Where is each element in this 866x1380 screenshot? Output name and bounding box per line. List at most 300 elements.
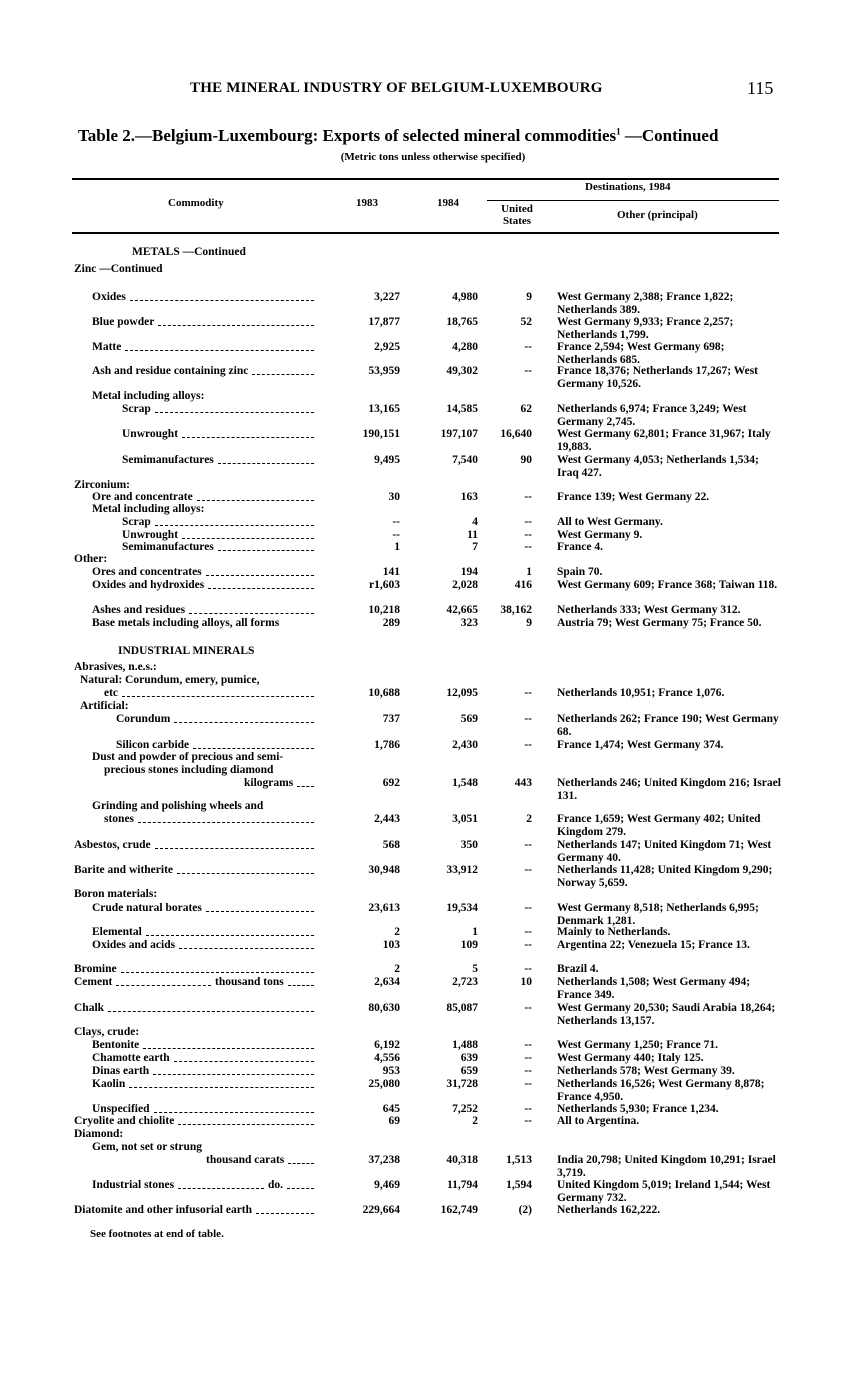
running-head-title: THE MINERAL INDUSTRY OF BELGIUM-LUXEMBOURG xyxy=(190,80,603,96)
value-united-states: 38,162 xyxy=(500,604,532,616)
destinations-other: Netherlands 1,508; West Germany 494; France 349. xyxy=(557,976,751,1001)
table-row xyxy=(0,246,866,260)
value-1983: 2,443 xyxy=(374,813,400,825)
value-united-states: -- xyxy=(524,1078,532,1090)
dot-leader xyxy=(189,613,314,614)
value-united-states: (2) xyxy=(518,1204,532,1216)
row-label: Crude natural borates xyxy=(92,902,202,914)
dot-leader xyxy=(154,1112,314,1113)
footnote-marker: 1 xyxy=(616,126,621,137)
dot-leader xyxy=(125,350,314,351)
destinations-other: All to West Germany. xyxy=(557,516,663,528)
destinations-other: Netherlands 262; France 190; West Germany 68. xyxy=(557,713,779,738)
row-label: Diamond: xyxy=(74,1128,124,1140)
value-united-states: -- xyxy=(524,939,532,951)
destinations-other: West Germany 9,933; France 2,257; Netherlands 1,799. xyxy=(557,316,734,341)
table-row xyxy=(0,800,866,814)
dot-leader xyxy=(218,550,314,551)
value-united-states: -- xyxy=(524,864,532,876)
table-row xyxy=(0,553,866,567)
dot-leader xyxy=(288,985,314,986)
row-label: stones xyxy=(104,813,135,825)
value-united-states: 9 xyxy=(526,291,532,303)
value-1983: 17,877 xyxy=(368,316,400,328)
destinations-other: Netherlands 246; United Kingdom 216; Israel 131. xyxy=(557,777,781,802)
table-row xyxy=(0,864,866,889)
table-row xyxy=(0,939,866,953)
value-1983: 80,630 xyxy=(368,1002,400,1014)
value-1983: 289 xyxy=(382,617,400,629)
destinations-other: United Kingdom 5,019; Ireland 1,544; West Germany 732. xyxy=(557,1179,771,1204)
row-label: INDUSTRIAL MINERALS xyxy=(118,645,255,657)
value-1984: 1 xyxy=(472,926,478,938)
table-row xyxy=(0,674,866,688)
value-united-states: 1,594 xyxy=(506,1179,532,1191)
value-united-states: -- xyxy=(524,839,532,851)
value-1983: 737 xyxy=(382,713,400,725)
destinations-other: Austria 79; West Germany 75; France 50. xyxy=(557,617,762,629)
value-1983: 13,165 xyxy=(368,403,400,415)
table-row xyxy=(0,1065,866,1079)
value-united-states: -- xyxy=(524,541,532,553)
destinations-other: Netherlands 162,222. xyxy=(557,1204,661,1216)
table-row xyxy=(0,1204,866,1218)
value-united-states: 16,640 xyxy=(500,428,532,440)
table-row xyxy=(0,1002,866,1027)
value-1984: 639 xyxy=(460,1052,478,1064)
table-row xyxy=(0,1052,866,1066)
destinations-other: All to Argentina. xyxy=(557,1115,640,1127)
value-1984: 4,280 xyxy=(452,341,478,353)
destinations-other: West Germany 9. xyxy=(557,529,643,541)
value-1983: 2 xyxy=(394,963,400,975)
value-1984: 162,749 xyxy=(440,1204,478,1216)
table-row xyxy=(0,963,866,977)
value-1984: 85,087 xyxy=(446,1002,478,1014)
value-1984: 2 xyxy=(472,1115,478,1127)
table-row xyxy=(0,428,866,453)
value-1984: 49,302 xyxy=(446,365,478,377)
value-1983: 4,556 xyxy=(374,1052,400,1064)
destinations-other: West Germany 1,250; France 71. xyxy=(557,1039,718,1051)
row-label: Asbestos, crude xyxy=(74,839,151,851)
row-label: Scrap xyxy=(122,516,151,528)
dot-leader xyxy=(143,1048,314,1049)
destinations-other: Netherlands 11,428; United Kingdom 9,290; Norway 5,659. xyxy=(557,864,773,889)
value-united-states: -- xyxy=(524,1065,532,1077)
row-label: Scrap xyxy=(122,403,151,415)
row-label: Corundum xyxy=(116,713,171,725)
value-1984: 1,488 xyxy=(452,1039,478,1051)
table-row xyxy=(0,777,866,802)
table-row xyxy=(0,888,866,902)
row-label: Ash and residue containing zinc xyxy=(92,365,249,377)
col-header-destinations: Destinations, 1984 xyxy=(585,181,671,193)
destinations-other: Netherlands 147; United Kingdom 71; West Germany 40. xyxy=(557,839,772,864)
row-label: METALS —Continued xyxy=(132,246,246,258)
value-united-states: 10 xyxy=(520,976,532,988)
dot-leader xyxy=(179,948,314,949)
row-label: Dust and powder of precious and semi- xyxy=(92,751,284,763)
value-1984: 197,107 xyxy=(440,428,478,440)
row-label: Zirconium: xyxy=(74,479,131,491)
table-title-text: Table 2.—Belgium-Luxembourg: Exports of selected mineral commodities xyxy=(78,126,617,145)
dot-leader xyxy=(158,325,314,326)
destinations-other: Netherlands 5,930; France 1,234. xyxy=(557,1103,719,1115)
dot-leader xyxy=(130,300,314,301)
destinations-other: Netherlands 6,974; France 3,249; West Germany 2,745. xyxy=(557,403,747,428)
dot-leader xyxy=(116,985,211,986)
table-row xyxy=(0,604,866,618)
dot-leader xyxy=(206,575,314,576)
table-row xyxy=(0,365,866,390)
value-1983: 9,495 xyxy=(374,454,400,466)
destinations-other: Spain 70. xyxy=(557,566,603,578)
row-label: Artificial: xyxy=(80,700,129,712)
row-label: Abrasives, n.e.s.: xyxy=(74,661,157,673)
dot-leader xyxy=(206,911,314,912)
destinations-other: France 4. xyxy=(557,541,603,553)
col-header-1984: 1984 xyxy=(437,197,459,209)
table-row xyxy=(0,316,866,341)
col-header-united-states: United States xyxy=(501,203,533,227)
destinations-other: West Germany 8,518; Netherlands 6,995; Denmark 1,281. xyxy=(557,902,759,927)
table-row xyxy=(0,687,866,701)
dot-leader xyxy=(146,935,314,936)
value-1983: 53,959 xyxy=(368,365,400,377)
value-1983: 30 xyxy=(388,491,400,503)
row-label: Oxides and acids xyxy=(92,939,176,951)
value-united-states: 1 xyxy=(526,566,532,578)
col-header-commodity: Commodity xyxy=(168,197,224,209)
row-label: Ore and concentrate xyxy=(92,491,193,503)
table-row xyxy=(0,902,866,927)
row-label: Ores and concentrates xyxy=(92,566,202,578)
value-1984: 31,728 xyxy=(446,1078,478,1090)
row-label: Silicon carbide xyxy=(116,739,190,751)
value-1984: 33,912 xyxy=(446,864,478,876)
value-1984: 569 xyxy=(460,713,478,725)
value-1983: 69 xyxy=(388,1115,400,1127)
value-1983: 9,469 xyxy=(374,1179,400,1191)
row-label: precious stones including diamond xyxy=(104,764,274,776)
row-label: Diatomite and other infusorial earth xyxy=(74,1204,253,1216)
value-1984: 3,051 xyxy=(452,813,478,825)
value-united-states: -- xyxy=(524,491,532,503)
table-row xyxy=(0,661,866,675)
dot-leader xyxy=(288,1163,314,1164)
destinations-other: France 2,594; West Germany 698; Netherlands 685. xyxy=(557,341,725,366)
row-unit: thousand tons xyxy=(215,976,284,988)
value-united-states: 1,513 xyxy=(506,1154,532,1166)
dot-leader xyxy=(182,437,314,438)
value-united-states: -- xyxy=(524,687,532,699)
dot-leader xyxy=(218,463,314,464)
row-label: Natural: Corundum, emery, pumice, xyxy=(80,674,260,686)
value-1983: 30,948 xyxy=(368,864,400,876)
value-1983: 953 xyxy=(382,1065,400,1077)
dot-leader xyxy=(297,786,314,787)
table-row xyxy=(0,617,866,631)
row-label: Cryolite and chiolite xyxy=(74,1115,175,1127)
row-label: Grinding and polishing wheels and xyxy=(92,800,264,812)
value-1983: 23,613 xyxy=(368,902,400,914)
dot-leader xyxy=(182,538,314,539)
table-row xyxy=(0,390,866,404)
value-1984: 12,095 xyxy=(446,687,478,699)
row-label: Chamotte earth xyxy=(92,1052,170,1064)
value-1983: 37,238 xyxy=(368,1154,400,1166)
destinations-other: West Germany 440; Italy 125. xyxy=(557,1052,704,1064)
table-row xyxy=(0,1179,866,1204)
table-row xyxy=(0,1154,866,1179)
value-united-states: -- xyxy=(524,1002,532,1014)
table-row xyxy=(0,1039,866,1053)
value-1983: 645 xyxy=(382,1103,400,1115)
table-row xyxy=(0,341,866,366)
value-united-states: 416 xyxy=(514,579,532,591)
row-label: Metal including alloys: xyxy=(92,390,205,402)
row-label: Dinas earth xyxy=(92,1065,150,1077)
destinations-other: France 1,659; West Germany 402; United Kingdom 279. xyxy=(557,813,761,838)
row-label: Industrial stones xyxy=(92,1179,175,1191)
value-1983: 2,634 xyxy=(374,976,400,988)
destinations-other: Mainly to Netherlands. xyxy=(557,926,671,938)
dot-leader xyxy=(193,748,314,749)
value-united-states: -- xyxy=(524,1039,532,1051)
dot-leader xyxy=(252,374,314,375)
destinations-other: France 1,474; West Germany 374. xyxy=(557,739,724,751)
row-label: Oxides xyxy=(92,291,126,303)
table-row xyxy=(0,751,866,765)
row-label: Chalk xyxy=(74,1002,105,1014)
destinations-other: France 139; West Germany 22. xyxy=(557,491,710,503)
destinations-other: West Germany 4,053; Netherlands 1,534; Iraq 427. xyxy=(557,454,759,479)
value-1983: r1,603 xyxy=(369,579,400,591)
value-1984: 19,534 xyxy=(446,902,478,914)
row-label: Unwrought xyxy=(122,529,179,541)
dot-leader xyxy=(153,1074,314,1075)
value-united-states: -- xyxy=(524,1052,532,1064)
table-row xyxy=(0,1128,866,1142)
destinations-other: West Germany 2,388; France 1,822; Netherlands 389. xyxy=(557,291,734,316)
value-1984: 1,548 xyxy=(452,777,478,789)
table-row xyxy=(0,1115,866,1129)
page-number: 115 xyxy=(747,78,774,98)
value-united-states: 9 xyxy=(526,617,532,629)
table-row xyxy=(0,579,866,593)
table-row xyxy=(0,516,866,530)
row-label: Kaolin xyxy=(92,1078,126,1090)
value-1983: 190,151 xyxy=(362,428,400,440)
dot-leader xyxy=(174,722,314,723)
value-1984: 11,794 xyxy=(447,1179,478,1191)
row-label: Cement xyxy=(74,976,113,988)
destinations-other: France 18,376; Netherlands 17,267; West Germany 10,526. xyxy=(557,365,759,390)
row-label: Base metals including alloys, all forms xyxy=(92,617,280,629)
row-label: Zinc —Continued xyxy=(74,263,163,275)
table-row xyxy=(0,454,866,479)
row-label: Gem, not set or strung xyxy=(92,1141,202,1153)
value-1983: 1,786 xyxy=(374,739,400,751)
value-united-states: 2 xyxy=(526,813,532,825)
value-united-states: -- xyxy=(524,963,532,975)
value-1984: 7,540 xyxy=(452,454,478,466)
row-label: Bromine xyxy=(74,963,117,975)
destinations-other: West Germany 62,801; France 31,967; Italy 19,883. xyxy=(557,428,771,453)
value-1984: 42,665 xyxy=(446,604,478,616)
value-1983: 3,227 xyxy=(374,291,400,303)
value-1983: 229,664 xyxy=(362,1204,400,1216)
table-row xyxy=(0,263,866,277)
dot-leader xyxy=(177,873,314,874)
col-header-1983: 1983 xyxy=(356,197,378,209)
row-label: thousand carats xyxy=(206,1154,285,1166)
value-1984: 11 xyxy=(467,529,478,541)
value-united-states: -- xyxy=(524,902,532,914)
table-title xyxy=(78,126,718,146)
value-1983: 25,080 xyxy=(368,1078,400,1090)
table-row xyxy=(0,839,866,864)
destinations-other: Netherlands 578; West Germany 39. xyxy=(557,1065,735,1077)
destinations-rule xyxy=(487,200,779,201)
table-row xyxy=(0,403,866,428)
value-1984: 2,028 xyxy=(452,579,478,591)
value-1984: 2,723 xyxy=(452,976,478,988)
value-1984: 7 xyxy=(472,541,478,553)
table-row xyxy=(0,764,866,778)
row-label: Oxides and hydroxides xyxy=(92,579,205,591)
dot-leader xyxy=(155,525,314,526)
value-1983: 1 xyxy=(394,541,400,553)
table-row xyxy=(0,976,866,1001)
value-1984: 109 xyxy=(460,939,478,951)
destinations-other: Netherlands 16,526; West Germany 8,878; France 4,950. xyxy=(557,1078,765,1103)
value-united-states: -- xyxy=(524,926,532,938)
row-label: Metal including alloys: xyxy=(92,503,205,515)
row-label: Elemental xyxy=(92,926,142,938)
row-label: Semimanufactures xyxy=(122,541,214,553)
dot-leader xyxy=(256,1213,314,1214)
value-united-states: -- xyxy=(524,1115,532,1127)
table-row xyxy=(0,645,866,659)
value-1984: 194 xyxy=(460,566,478,578)
table-row xyxy=(0,566,866,580)
value-1983: -- xyxy=(392,516,400,528)
row-label: Unwrought xyxy=(122,428,179,440)
value-1983: 568 xyxy=(382,839,400,851)
dot-leader xyxy=(174,1061,314,1062)
value-united-states: 443 xyxy=(514,777,532,789)
value-1984: 14,585 xyxy=(446,403,478,415)
dot-leader xyxy=(178,1188,264,1189)
table-row xyxy=(0,700,866,714)
table-title-suffix: —Continued xyxy=(620,126,719,145)
row-label: Matte xyxy=(92,341,122,353)
value-1983: 692 xyxy=(382,777,400,789)
table-row xyxy=(0,503,866,517)
dot-leader xyxy=(178,1124,314,1125)
row-label: Blue powder xyxy=(92,316,155,328)
value-united-states: 90 xyxy=(520,454,532,466)
destinations-other: West Germany 20,530; Saudi Arabia 18,264; Netherlands 13,157. xyxy=(557,1002,776,1027)
table-row xyxy=(0,813,866,838)
destinations-other: Brazil 4. xyxy=(557,963,599,975)
value-1983: -- xyxy=(392,529,400,541)
row-label: Barite and witherite xyxy=(74,864,174,876)
value-1984: 7,252 xyxy=(452,1103,478,1115)
table-row xyxy=(0,713,866,738)
row-label: Semimanufactures xyxy=(122,454,214,466)
dot-leader xyxy=(121,972,314,973)
dot-leader xyxy=(287,1188,314,1189)
dot-leader xyxy=(122,696,314,697)
value-1983: 6,192 xyxy=(374,1039,400,1051)
dot-leader xyxy=(129,1087,314,1088)
dot-leader xyxy=(197,500,314,501)
table-row xyxy=(0,1141,866,1155)
destinations-other: India 20,798; United Kingdom 10,291; Israel 3,719. xyxy=(557,1154,776,1179)
value-1983: 103 xyxy=(382,939,400,951)
destinations-other: Argentina 22; Venezuela 15; France 13. xyxy=(557,939,750,951)
value-1983: 2,925 xyxy=(374,341,400,353)
value-united-states: -- xyxy=(524,713,532,725)
header-bottom-rule xyxy=(72,232,779,234)
row-label: Boron materials: xyxy=(74,888,158,900)
table-subtitle: (Metric tons unless otherwise specified) xyxy=(340,151,526,163)
value-1984: 163 xyxy=(460,491,478,503)
row-label: etc xyxy=(104,687,119,699)
value-1984: 323 xyxy=(460,617,478,629)
value-1984: 18,765 xyxy=(446,316,478,328)
dot-leader xyxy=(138,822,314,823)
dot-leader xyxy=(108,1011,314,1012)
table-row xyxy=(0,291,866,316)
value-united-states: -- xyxy=(524,529,532,541)
dot-leader xyxy=(155,412,314,413)
value-1984: 2,430 xyxy=(452,739,478,751)
footnote-reference: See footnotes at end of table. xyxy=(90,1228,224,1240)
value-united-states: -- xyxy=(524,516,532,528)
value-united-states: 52 xyxy=(520,316,532,328)
row-unit: do. xyxy=(268,1179,284,1191)
value-united-states: 62 xyxy=(520,403,532,415)
row-label: kilograms xyxy=(244,777,294,789)
value-1983: 10,688 xyxy=(368,687,400,699)
row-label: Clays, crude: xyxy=(74,1026,140,1038)
value-1984: 4 xyxy=(472,516,478,528)
value-1983: 2 xyxy=(394,926,400,938)
col-header-other: Other (principal) xyxy=(617,209,698,221)
row-label: Ashes and residues xyxy=(92,604,186,616)
value-1984: 350 xyxy=(460,839,478,851)
value-1984: 4,980 xyxy=(452,291,478,303)
value-1983: 141 xyxy=(382,566,400,578)
value-1984: 659 xyxy=(460,1065,478,1077)
row-label: Other: xyxy=(74,553,108,565)
value-united-states: -- xyxy=(524,739,532,751)
table-row xyxy=(0,926,866,940)
value-united-states: -- xyxy=(524,1103,532,1115)
table-row xyxy=(0,1026,866,1040)
table-row xyxy=(0,1078,866,1103)
value-1983: 10,218 xyxy=(368,604,400,616)
value-1984: 5 xyxy=(472,963,478,975)
value-united-states: -- xyxy=(524,365,532,377)
top-rule xyxy=(72,178,779,180)
value-1984: 40,318 xyxy=(446,1154,478,1166)
destinations-other: Netherlands 333; West Germany 312. xyxy=(557,604,741,616)
